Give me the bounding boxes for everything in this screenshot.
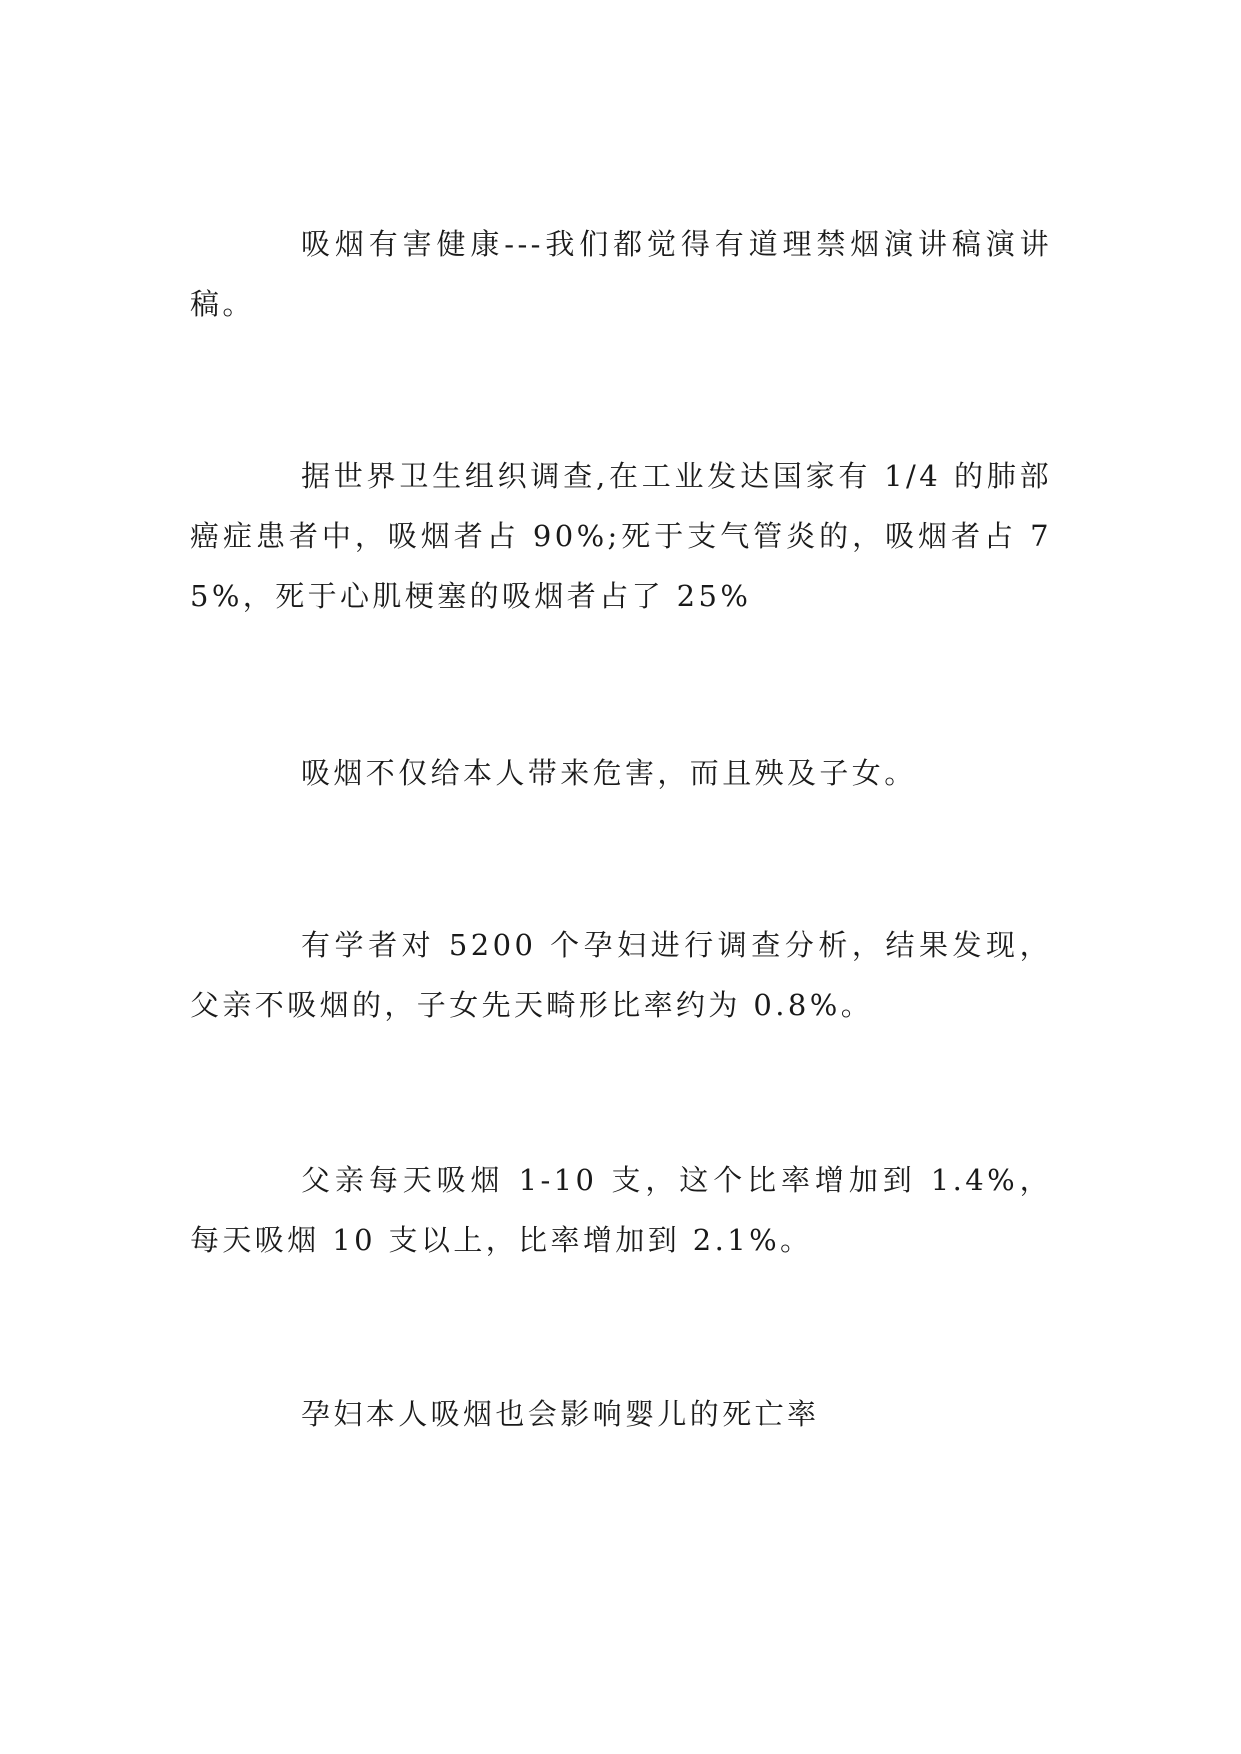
- paragraph-who-survey: 据世界卫生组织调查,在工业发达国家有 1/4 的肺部癌症患者中，吸烟者占 90%;死于支气管炎的，吸烟者占 75%，死于心肌梗塞的吸烟者占了 25%: [190, 459, 1052, 613]
- paragraph-harm-children: 吸烟不仅给本人带来危害，而且殃及子女。: [301, 756, 917, 790]
- paragraph-title: 吸烟有害健康---我们都觉得有道理禁烟演讲稿演讲稿。: [190, 227, 1052, 321]
- paragraph-father-smoking-rate: 父亲每天吸烟 1-10 支，这个比率增加到 1.4%，每天吸烟 10 支以上，比率增加到 2.1%。: [190, 1163, 1052, 1257]
- paragraph-infant-mortality: 孕妇本人吸烟也会影响婴儿的死亡率: [301, 1397, 820, 1431]
- paragraph-pregnant-survey: 有学者对 5200 个孕妇进行调查分析，结果发现，父亲不吸烟的，子女先天畸形比率约为 0.8%。: [190, 928, 1052, 1022]
